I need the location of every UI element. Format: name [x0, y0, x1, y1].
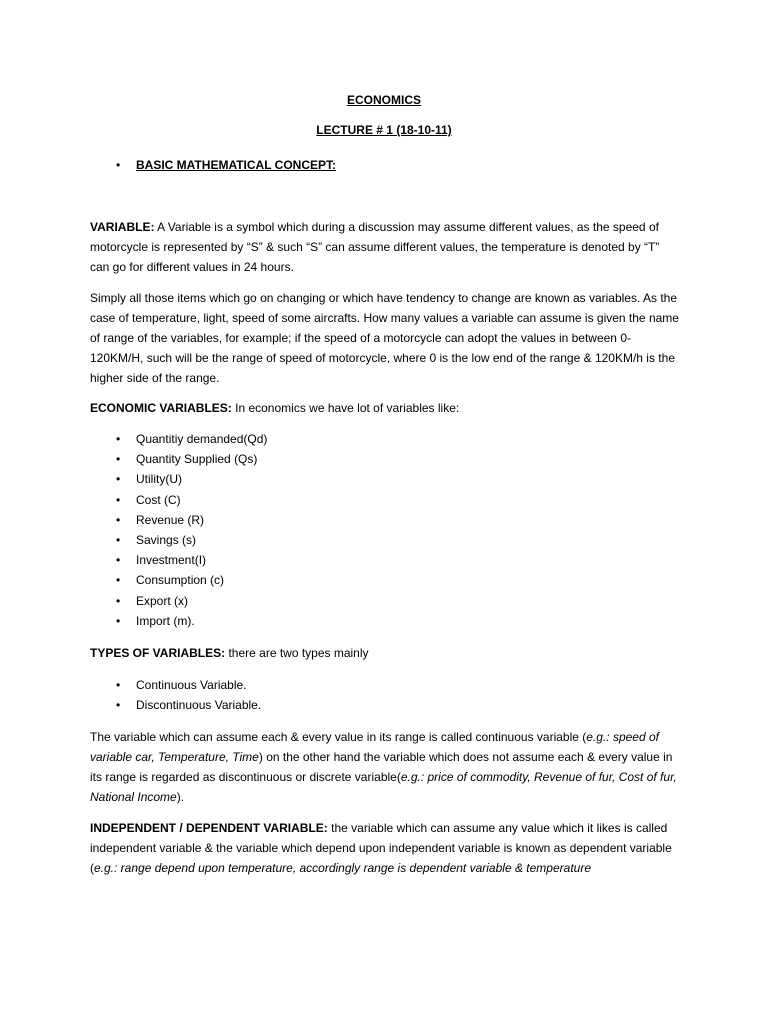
- independent-dependent-paragraph: INDEPENDENT / DEPENDENT VARIABLE: the variable which can assume any value which it likes is called independent variable & the variable which depend upon independent variable is known as dependent variable (e.g.: range depend upon temperature, accordingly range is dependent variable & temperature: [90, 821, 672, 875]
- list-item: • Revenue (R): [90, 510, 680, 530]
- lecture-heading: LECTURE # 1 (18-10-11): [316, 123, 452, 137]
- list-item: • Utility(U): [90, 469, 680, 489]
- section-heading: BASIC MATHEMATICAL CONCEPT:: [136, 158, 336, 172]
- types-paragraph: [90, 643, 680, 663]
- list-item: • Continuous Variable.: [90, 675, 680, 695]
- types-list: [90, 675, 680, 715]
- variable-text: A Variable is a symbol which during a discussion may assume different values, as the speed of motorcycle is represented by “S” & such “S” can assume different values, the temperature is denoted by “T” can go for different values in 24 hours.: [90, 220, 660, 274]
- bullet-icon: •: [116, 593, 121, 608]
- list-item: • Import (m).: [90, 611, 680, 631]
- variable-label: VARIABLE:: [90, 220, 155, 234]
- list-item: • Savings (s): [90, 530, 680, 550]
- list-item: • Consumption (c): [90, 570, 680, 590]
- list-item: • Quantity Supplied (Qs): [90, 449, 680, 469]
- list-item: • Export (x): [90, 591, 680, 611]
- list-item: • Cost (C): [90, 490, 680, 510]
- economic-variables-paragraph: [90, 398, 680, 418]
- list-item: • Discontinuous Variable.: [90, 695, 680, 715]
- bullet-icon: •: [116, 512, 121, 527]
- bullet-icon: •: [116, 532, 121, 547]
- bullet-icon: •: [116, 158, 121, 172]
- section-heading-row: [90, 155, 680, 175]
- independent-dependent-label: INDEPENDENT / DEPENDENT VARIABLE:: [90, 821, 328, 835]
- bullet-icon: •: [116, 452, 121, 467]
- continuous-paragraph: The variable which can assume each & every value in its range is called continuous variable (e.g.: speed of variable car, Temperature, Time) on the other hand the variable which does not assume each & every value in its range is regarded as discontinuous or discrete variable(e.g.: price of commodity, Revenue of fur, Cost of fur, National Income).: [90, 730, 677, 804]
- bullet-icon: •: [116, 553, 121, 568]
- bullet-icon: •: [116, 472, 121, 487]
- economic-variables-text: In economics we have lot of variables like:: [231, 401, 460, 415]
- variable-paragraph: [90, 217, 680, 277]
- economic-variables-label: ECONOMIC VARIABLES:: [90, 401, 232, 415]
- bullet-icon: •: [116, 432, 121, 446]
- bullet-icon: •: [116, 613, 121, 628]
- bullet-icon: •: [116, 573, 121, 588]
- economic-variables-list: [90, 429, 680, 631]
- types-text: there are two types mainly: [225, 646, 369, 660]
- list-item: • Quantitiy demanded(Qd): [90, 429, 680, 449]
- types-label: TYPES OF VARIABLES:: [90, 646, 226, 660]
- bullet-icon: •: [116, 678, 121, 692]
- bullet-icon: •: [116, 698, 121, 713]
- list-item: • Investment(I): [90, 550, 680, 570]
- range-paragraph: Simply all those items which go on changing or which have tendency to change are known as variables. As the case of temperature, light, speed of some aircrafts. How many values a variable can assume is given the name of range of the variables, for example; if the speed of a motorcycle can adopt the values in between 0-120KM/H, such will be the range of speed of motorcycle, where 0 is the low end of the range & 120KM/h is the higher side of the range.: [90, 291, 679, 385]
- bullet-icon: •: [116, 492, 121, 507]
- document-title: ECONOMICS: [346, 93, 421, 107]
